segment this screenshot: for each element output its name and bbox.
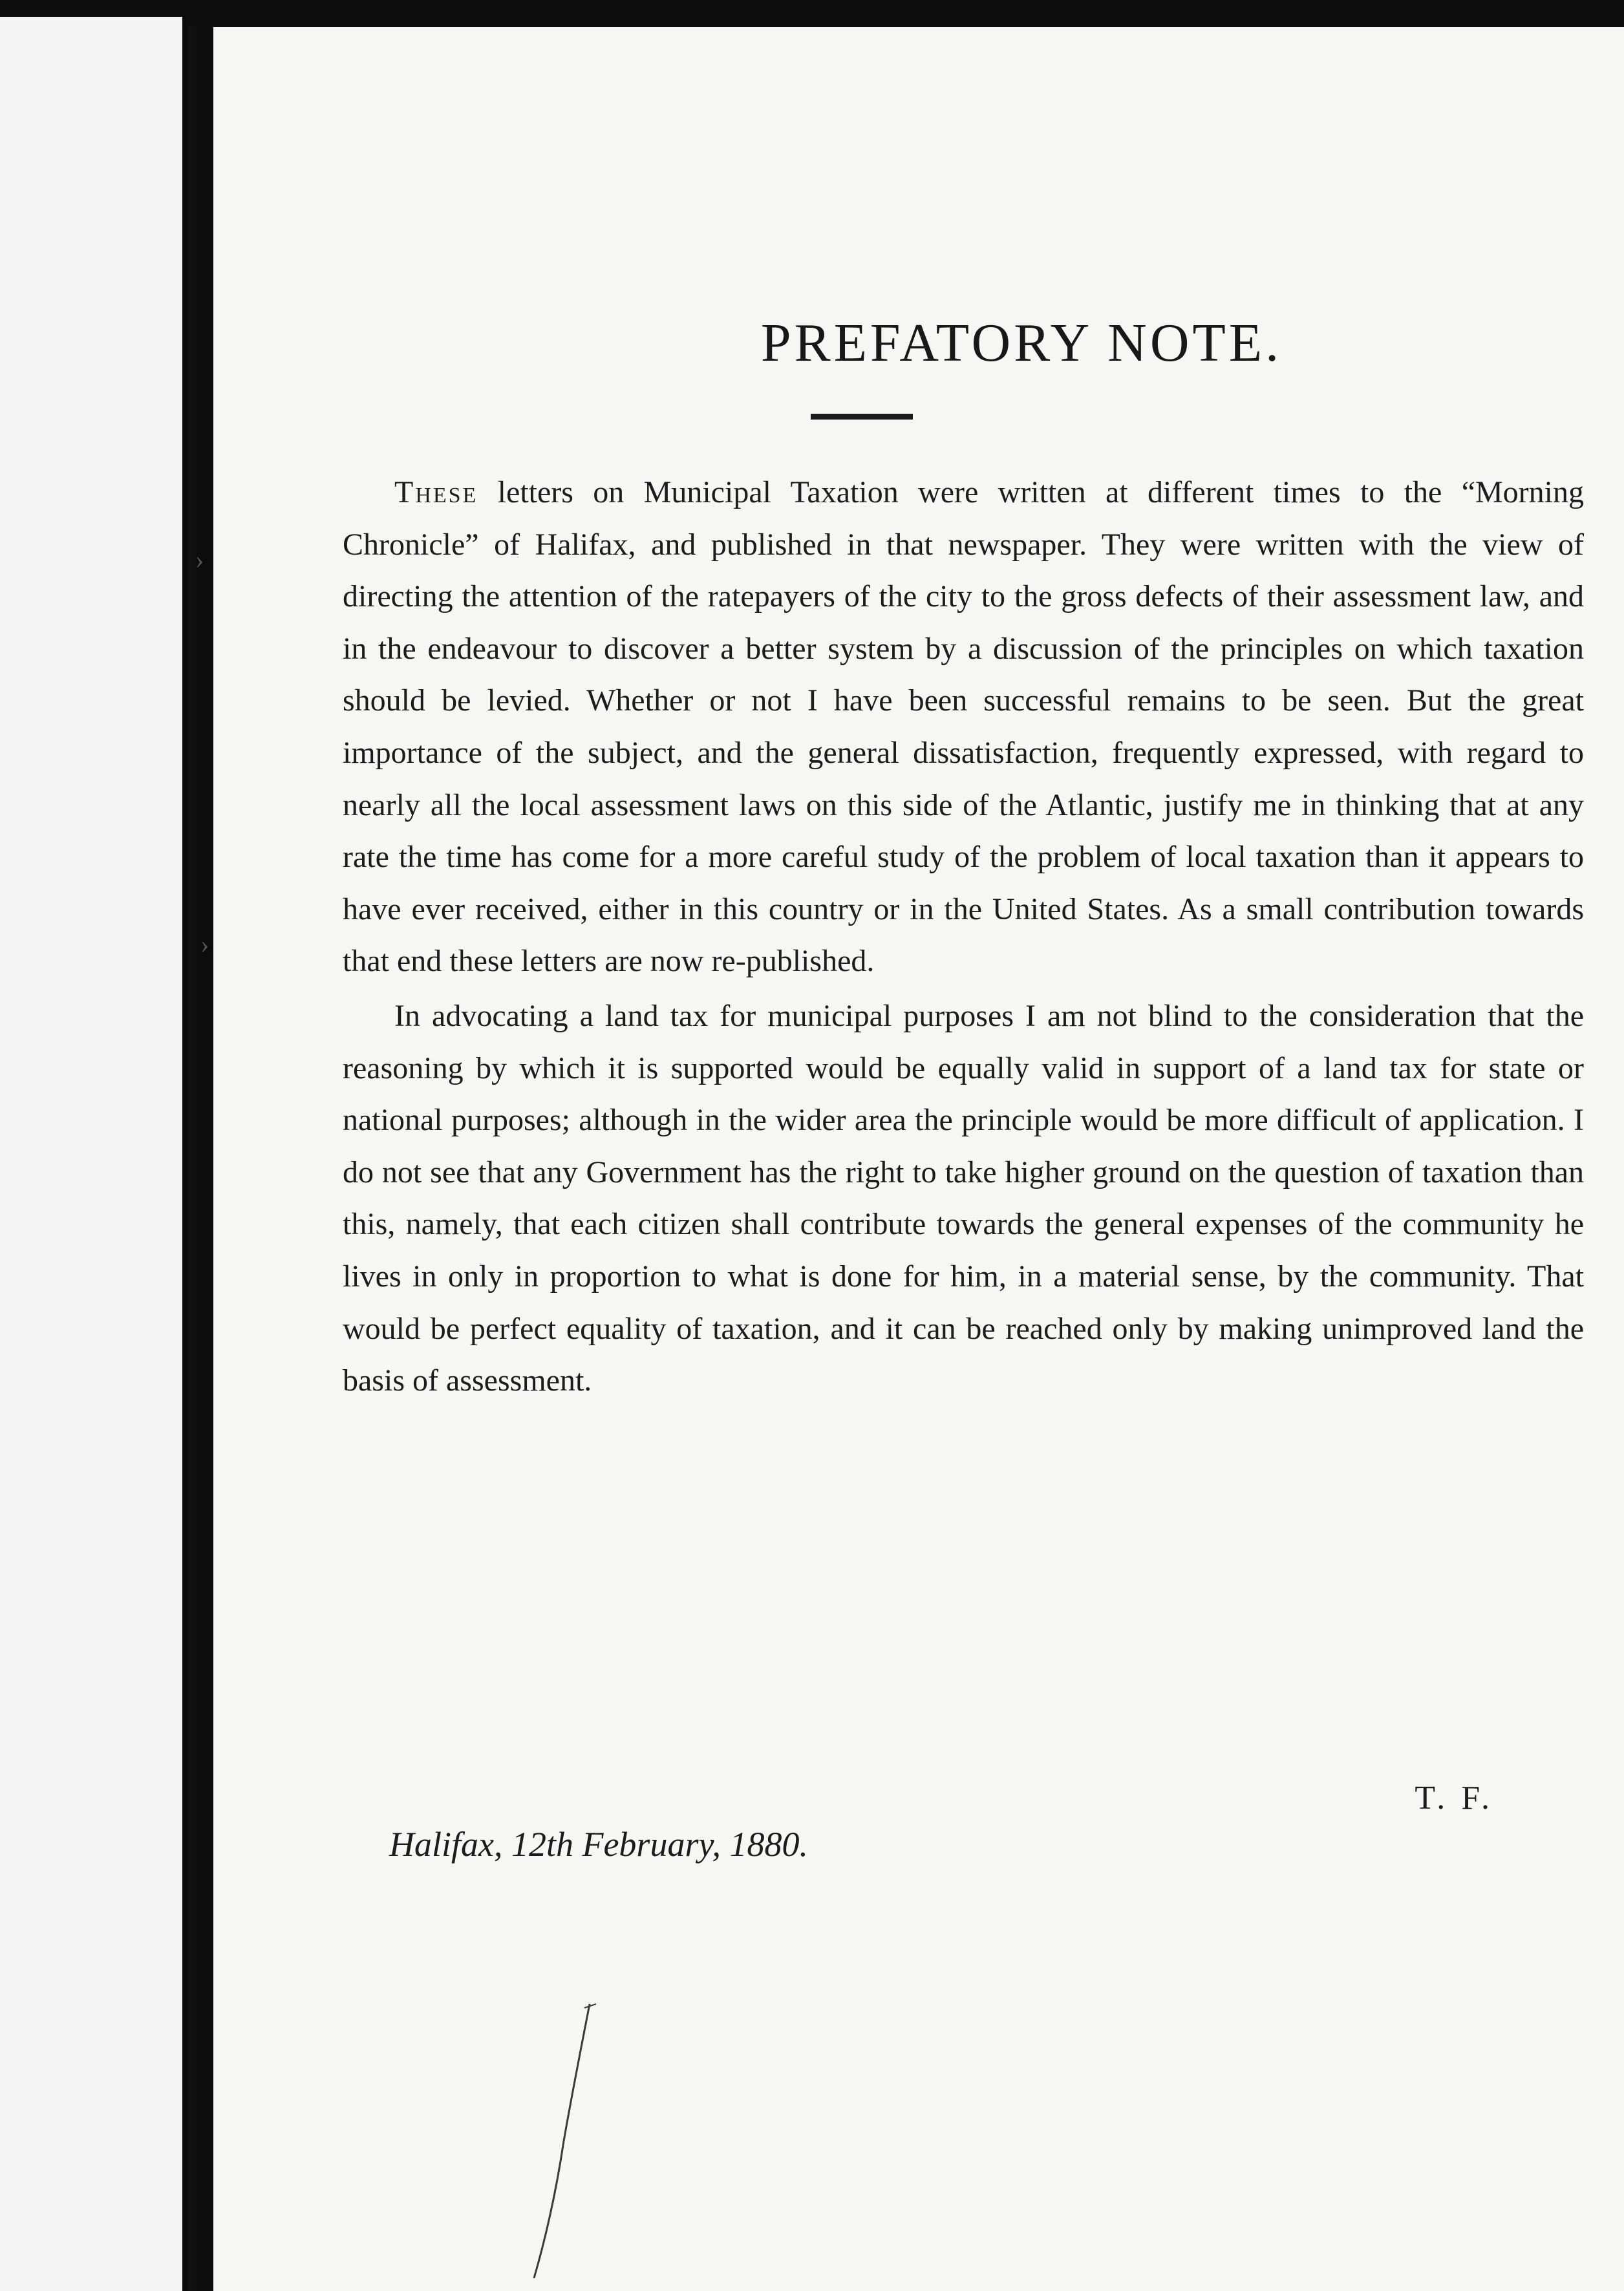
page-gutter-shadow: [187, 26, 197, 2291]
margin-tick-mark: ›: [200, 930, 209, 959]
prefatory-note-body: [343, 467, 1584, 1407]
facing-page-edge: [0, 17, 182, 2291]
paragraph-1-text: letters on Municipal Taxation were written at different times to the “Morning Chronicle” of Halifax, and published in that newspaper. They were written with the view of directing the attention of the ratepayers of the city to the gross defects of their assessment law, and in the endeavour to discover a better system by a discussion of the principles on which taxation should be levied. Whether or not I have been successful remains to be seen. But the great importance of the subject, and the general dissatisfaction, frequently expressed, with regard to nearly all the local assessment laws on this side of the Atlantic, justify me in thinking that at any rate the time has come for a more careful study of the problem of local taxation than it appears to have ever received, either in this country or in the United States. As a small contribution towards that end these letters are now re-published.: [343, 475, 1584, 979]
margin-tick-mark: ›: [195, 545, 204, 574]
title-underline-rule: [811, 414, 913, 420]
paragraph-1-lead-word: These: [394, 475, 478, 509]
book-page: [195, 27, 1624, 2291]
dateline: Halifax, 12th February, 1880.: [389, 1825, 808, 1864]
paragraph-2: [343, 990, 1584, 1407]
page-title: PREFATORY NOTE.: [760, 313, 1283, 373]
author-initials: T. F.: [1415, 1780, 1493, 1817]
paragraph-2-text: In advocating a land tax for municipal purposes I am not blind to the consideration that the reasoning by which it is supported would be equally valid in support of a land tax for state or national purposes; although in the wider area the principle would be more difficult of application. I do not see that any Government has the right to take higher ground on the question of taxation than this, namely, that each citizen shall contribute towards the general expenses of the community he lives in only in proportion to what is done for him, in a material sense, by the community. That would be perfect equality of taxation, and it can be reached only by making unimproved land the basis of assessment.: [343, 998, 1584, 1398]
stray-pen-stroke: [517, 1999, 608, 2283]
paragraph-1: [343, 467, 1584, 988]
